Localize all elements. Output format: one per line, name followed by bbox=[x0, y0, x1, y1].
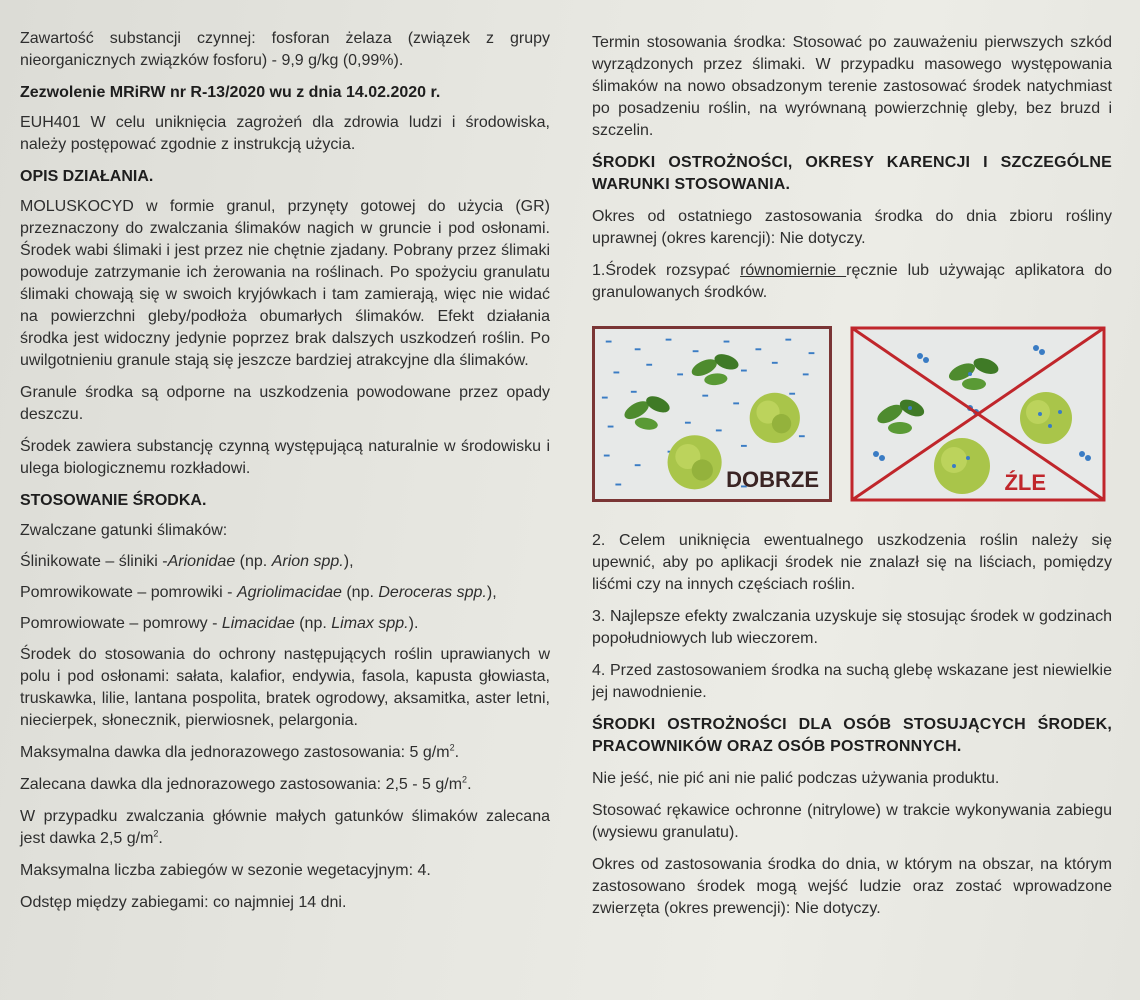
heading-personal-precautions: ŚRODKI OSTROŻNOŚCI DLA OSÓB STOSUJĄCYCH ŚRODEK, PRACOWNIKÓW ORAZ OSÓB POSTRONNYCH. bbox=[592, 716, 1112, 755]
max-dose: Maksymalna dawka dla jednorazowego zastosowania: 5 $g/m^2$. bbox=[20, 742, 460, 761]
correct-application-panel bbox=[592, 326, 832, 502]
label-bad: ŹLE bbox=[1004, 470, 1046, 495]
active-substance: Zawartość substancji czynnej: fosforan żelaza (związek z grupy nieorganicznych związków fosforu) - 9,9 g/kg (0,99%). bbox=[20, 30, 550, 69]
opis-paragraph-3: Środek zawiera substancję czynną występującą naturalnie w środowisku i ulega biologicznemu rozkładowi. bbox=[20, 438, 550, 477]
heading-opis: OPIS DZIAŁANIA. bbox=[20, 168, 154, 185]
recommended-dose: Zalecana dawka dla jednorazowego zastosowania: 2,5 - 5 $g/m^2$. bbox=[20, 774, 472, 793]
permit-number: Zezwolenie MRiRW nr R-13/2020 wu z dnia 14.02.2020 r. bbox=[20, 84, 441, 101]
left-column bbox=[20, 0, 550, 924]
species-item: Pomrowiowate – pomrowy - Limacidae (np. Limax spp.). bbox=[20, 615, 419, 632]
opis-paragraph-2: Granule środka są odporne na uszkodzenia powodowane przez opady deszczu. bbox=[20, 384, 550, 423]
application-timing: Termin stosowania środka: Stosować po zauważeniu pierwszych szkód wyrządzonych przez ślimaki. W przypadku masowego występowania ślimaków na nowo obsadzonym terenie zastosować środek natychmiast po posadzeniu roślin, na wyrównaną powierzchnię gleby, bez bruzd i szczelin. bbox=[592, 34, 1112, 139]
crops-paragraph: Środek do stosowania do ochrony następujących roślin uprawianych w polu i pod osłonami: sałata, kalafior, endywia, fasola, kapusta głowiasta, truskawka, lilie, lantana pospolita, bratek ogrodowy, aksamitka, aster letni, niecierpek, słonecznik, pierwiosnek, pelargonia. bbox=[20, 646, 550, 729]
gloves: Stosować rękawice ochronne (nitrylowe) w trakcie wykonywania zabiegu (wysiewu granulatu). bbox=[592, 802, 1112, 841]
species-item: Ślinikowate – śliniki -Arionidae (np. Arion spp.), bbox=[20, 553, 354, 570]
heading-stosowanie: STOSOWANIE ŚRODKA. bbox=[20, 492, 207, 509]
small-species-dose: W przypadku zwalczania głównie małych gatunków ślimaków zalecana jest dawka 2,5 $g/m^2$. bbox=[20, 808, 550, 847]
application-illustration bbox=[592, 326, 1112, 506]
instruction-3: 3. Najlepsze efekty zwalczania uzyskuje się stosując środek w godzinach popołudniowych lub wieczorem. bbox=[592, 608, 1112, 647]
euh-statement: EUH401 W celu uniknięcia zagrożeń dla zdrowia ludzi i środowiska, należy postępować zgodnie z instrukcją użycia. bbox=[20, 114, 550, 153]
instruction-2: 2. Celem uniknięcia ewentualnego uszkodzenia roślin należy się upewnić, aby po aplikacji środek nie znalazł się na liściach, pomiędzy liśćmi czy na innych częściach roślin. bbox=[592, 532, 1112, 593]
species-item: Pomrowikowate – pomrowiki - Agriolimacidae (np. Deroceras spp.), bbox=[20, 584, 497, 601]
label-good: DOBRZE bbox=[726, 467, 819, 492]
re-entry-period: Okres od zastosowania środka do dnia, w którym na obszar, na którym zastosowano środek mogą wejść ludzie oraz zostać wprowadzone zwierzęta (okres prewencji): Nie dotyczy. bbox=[592, 856, 1112, 917]
no-eating: Nie jeść, nie pić ani nie palić podczas używania produktu. bbox=[592, 770, 1000, 787]
instruction-1: 1.Środek rozsypać równomiernie ręcznie lub używając aplikatora do granulowanych środków. bbox=[592, 262, 1113, 301]
species-list bbox=[20, 520, 550, 635]
max-treatments: Maksymalna liczba zabiegów w sezonie wegetacyjnym: 4. bbox=[20, 862, 431, 879]
red-cross-icon bbox=[850, 326, 1106, 502]
interval: Odstęp między zabiegami: co najmniej 14 dni. bbox=[20, 894, 347, 911]
opis-paragraph-1: MOLUSKOCYD w formie granul, przynęty gotowej do użycia (GR) przeznaczony do zwalczania ślimaków nagich w gruncie i pod osłonami. Środek wabi ślimaki i jest przez nie chętnie zjadany. Pobrany przez ślimaki powoduje zatrzymanie ich żerowania na roślinach. Po spożyciu granulatu ślimaki chowają się w swoich kryjówkach i tam zamierają, więc nie widać na powierzchni gleby/podłoża obumarłych ślimaków. Efekt działania środka jest widoczny jedynie poprzez brak dalszych uszkodzeń roślin. Po uwilgotnieniu granule stają się jeszcze bardziej atrakcyjne dla ślimaków. bbox=[20, 198, 550, 369]
leaf-plant-icon bbox=[622, 351, 741, 431]
incorrect-application-panel bbox=[850, 326, 1106, 502]
heading-precautions: ŚRODKI OSTROŻNOŚCI, OKRESY KARENCJI I SZCZEGÓLNE WARUNKI STOSOWANIA. bbox=[592, 154, 1112, 193]
species-intro: Zwalczane gatunki ślimaków: bbox=[20, 522, 228, 539]
withdrawal-period: Okres od ostatniego zastosowania środka do dnia zbioru rośliny uprawnej (okres karencji): Nie dotyczy. bbox=[592, 208, 1112, 247]
right-column bbox=[592, 0, 1112, 930]
instruction-4: 4. Przed zastosowaniem środka na suchą glebę wskazane jest niewielkie jej nawodnienie. bbox=[592, 662, 1112, 701]
